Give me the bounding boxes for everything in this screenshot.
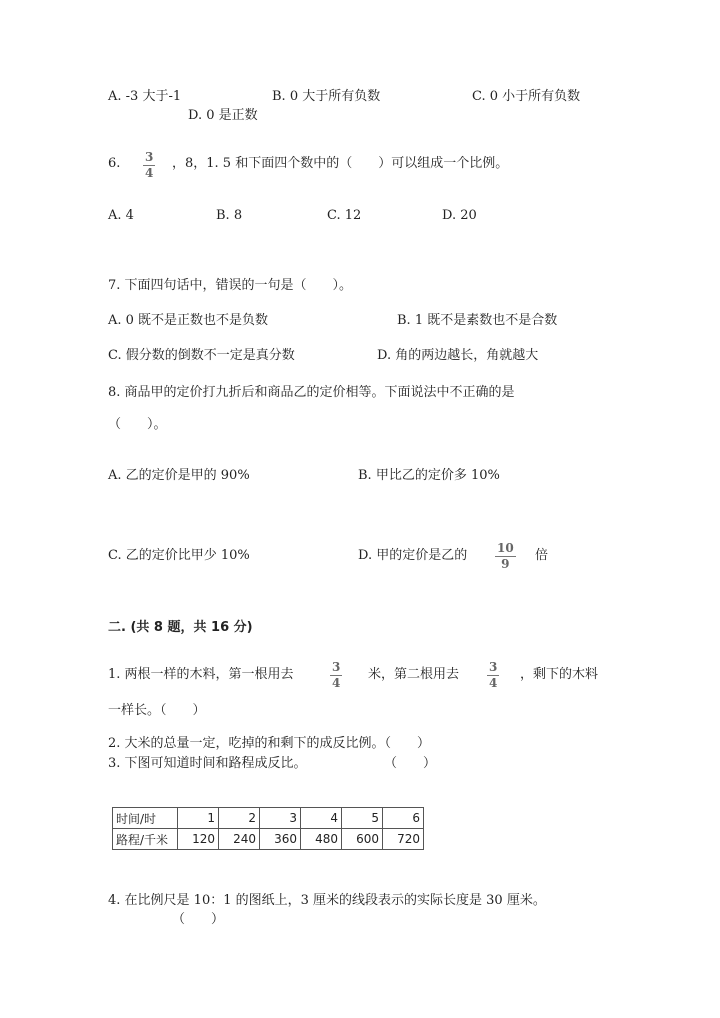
table-cell: 2 [219,808,260,829]
q7-option-d: D. 角的两边越长，角就越大 [377,348,539,363]
table-cell: 6 [383,808,424,829]
q6-number: 6. [108,156,121,171]
tf1-fraction2-numerator: 3 [489,660,498,674]
tf3-paren: （ ） [384,756,437,771]
q8-fraction-numerator: 10 [497,541,514,555]
tf1-fraction-2 [487,661,499,690]
table-cell: 5 [342,808,383,829]
tf3-text: 3. 下图可知道时间和路程成反比。 [108,756,307,771]
q6-option-a: A. 4 [108,208,134,223]
q5-option-c: C. 0 小于所有负数 [472,89,581,104]
time-distance-table [112,807,424,850]
tf2-text: 2. 大米的总量一定，吃掉的和剩下的成反比例。（ ） [108,736,431,751]
tf1-fraction2-denominator: 4 [489,676,498,690]
tf1-fraction1-numerator: 3 [332,660,341,674]
tf4-paren: （ ） [172,912,225,927]
q8-fraction-denominator: 9 [501,557,510,571]
tf1-fraction-1 [330,661,342,690]
table-cell: 4 [301,808,342,829]
q7-option-c: C. 假分数的倒数不一定是真分数 [108,348,295,363]
q6-option-d: D. 20 [442,208,477,223]
q6-fraction [143,151,155,180]
table-row-label: 时间/时 [113,808,178,829]
table-row [113,829,424,850]
table-cell: 480 [301,829,342,850]
table-cell: 120 [178,829,219,850]
section-heading: 二. (共 8 题，共 16 分) [108,620,253,635]
q5-option-d: D. 0 是正数 [188,108,258,123]
q8-option-b: B. 甲比乙的定价多 10% [358,468,500,483]
q5-option-b: B. 0 大于所有负数 [272,89,381,104]
q7-option-b: B. 1 既不是素数也不是合数 [397,313,558,328]
q6-option-c: C. 12 [327,208,362,223]
tf4-text: 4. 在比例尺是 10：1 的图纸上，3 厘米的线段表示的实际长度是 30 厘米。 [108,893,546,908]
table-cell: 3 [260,808,301,829]
q6-option-b: B. 8 [216,208,243,223]
q8-option-d-suffix: 倍 [535,548,549,563]
q6-fraction-denominator: 4 [145,166,154,180]
tf1-text-line2: 一样长。（ ） [108,703,206,718]
q6-fraction-numerator: 3 [145,150,154,164]
table-cell: 720 [383,829,424,850]
tf1-text-part3: ，剩下的木料 [520,667,599,682]
tf1-fraction1-denominator: 4 [332,676,341,690]
q8-option-c: C. 乙的定价比甲少 10% [108,548,250,563]
table-row [113,808,424,829]
q8-option-a: A. 乙的定价是甲的 90% [108,468,250,483]
tf1-text-part2: 米，第二根用去 [368,667,460,682]
q8-option-d-fraction [495,542,516,571]
table-cell: 1 [178,808,219,829]
q7-text: 7. 下面四句话中，错误的一句是（ ）。 [108,278,353,293]
q6-text: ，8，1. 5 和下面四个数中的（ ）可以组成一个比例。 [172,156,509,171]
q8-text-line2: （ ）。 [108,417,167,432]
table-cell: 240 [219,829,260,850]
q5-option-a: A. -3 大于-1 [108,89,182,104]
q8-text-line1: 8. 商品甲的定价打九折后和商品乙的定价相等。下面说法中不正确的是 [108,385,515,400]
tf1-text-part1: 1. 两根一样的木料，第一根用去 [108,667,294,682]
q7-option-a: A. 0 既不是正数也不是负数 [108,313,269,328]
table-cell: 360 [260,829,301,850]
table-cell: 600 [342,829,383,850]
table-row-label: 路程/千米 [113,829,178,850]
q8-option-d-prefix: D. 甲的定价是乙的 [358,548,468,563]
